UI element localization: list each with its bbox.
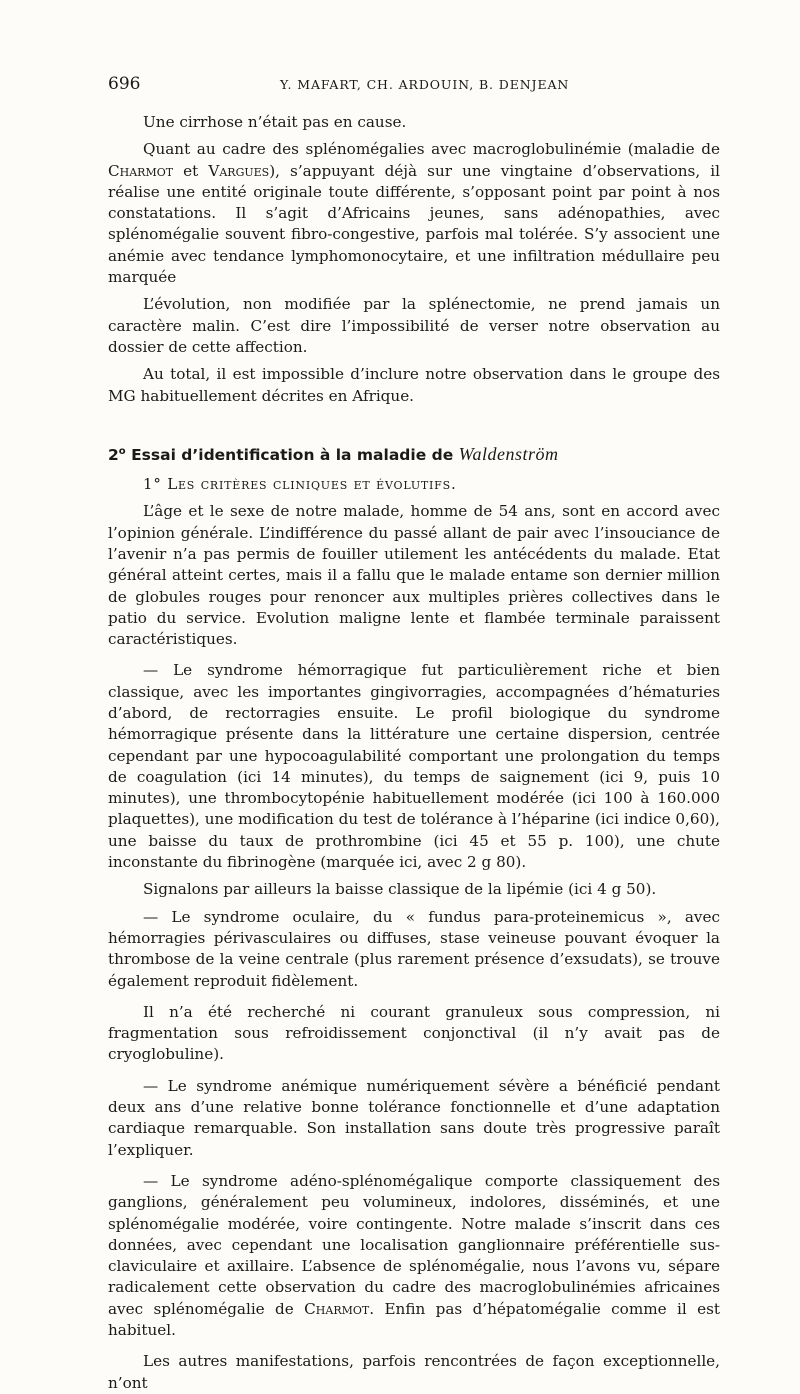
paragraph-11 bbox=[108, 1171, 720, 1341]
page-header bbox=[108, 74, 720, 96]
paragraph-10: — Le syndrome anémique numériquement sévère a bénéficié pendant deux ans d’une relative bonne tolérance fonctionnelle et d’une adaptation cardiaque remarquable. Son installation sans doute très progressive paraît l’expliquer. bbox=[108, 1076, 720, 1159]
subsection-heading bbox=[108, 474, 720, 495]
paragraph-1: Une cirrhose n’était pas en cause. bbox=[143, 113, 407, 131]
paragraph-2-text-b: et bbox=[173, 161, 209, 180]
paragraph-11-text-a: — Le syndrome adéno-splénomégalique comporte classiquement des ganglions, généralement peu volumineux, indolores, disséminés, et une splénomégalie modérée, voire contingente. Notre malade s’inscrit dans ces données, avec cependant une localisation ganglionnaire préférentielle sus-claviculaire et axillaire. L’absence de splénomégalie, nous l’avons vu, sépare radicalement cette observation du cadre des macroglobulinémies africaines avec splénomégalie de bbox=[108, 1171, 720, 1318]
paragraph-3: L’évolution, non modifiée par la splénectomie, ne prend jamais un caractère malin. C’est dire l’impossibilité de verser notre observation au dossier de cette affection. bbox=[108, 295, 720, 356]
running-head: Y. MAFART, CH. ARDOUIN, B. DENJEAN bbox=[280, 77, 570, 92]
paragraph-4: Au total, il est impossible d’inclure notre observation dans le groupe des MG habituellement décrites en Afrique. bbox=[108, 365, 720, 405]
paragraph-11-text-b: . Enfin pas d’hépatomégalie comme il est habituel. bbox=[108, 1299, 720, 1339]
paragraph-7: Signalons par ailleurs la baisse classique de la lipémie (ici 4 g 50). bbox=[143, 880, 657, 899]
author-name-charmot-2: Charmot bbox=[304, 1299, 370, 1318]
subsection-title: Les critères cliniques et évolutifs. bbox=[167, 475, 457, 494]
paragraph-2 bbox=[108, 139, 720, 288]
paragraph-8: — Le syndrome oculaire, du « fundus para-proteinemicus », avec hémorragies périvasculaires ou diffuses, stase veineuse pouvant évoquer la thrombose de la veine centrale (plus rarement présence d’exsudats), se trouve également reproduit fidèlement. bbox=[108, 907, 720, 990]
paragraph-2-text-c: ), s’appuyant déjà sur une vingtaine d’observations, il réalise une entité originale toute différente, s’opposant point par point à nos constatations. Il s’agit d’Africains jeunes, sans adénopathies, avec splénomégalie souvent fibro-congestive, parfois mal tolérée. S’y associent une anémie avec tendance lymphomonocytaire, et une infiltration médullaire peu marquée bbox=[108, 161, 721, 287]
section-heading bbox=[108, 441, 720, 466]
section-number-sup: o bbox=[118, 445, 126, 457]
paragraph-2-text-a: Quant au cadre des splénomégalies avec macroglobulinémie (maladie de bbox=[143, 140, 720, 159]
author-name-vargues: Vargues bbox=[208, 161, 270, 180]
paragraph-6: — Le syndrome hémorragique fut particulièrement riche et bien classique, avec les importantes gingivorragies, accompagnées d’hématuries d’abord, de rectorragies ensuite. Le profil biologique du syndrome hémorragique présente dans la littérature une certaine dispersion, centrée cependant par une hypocoagulabilité comportant une prolongation du temps de coagulation (ici 14 minutes), du temps de saignement (ici 9, puis 10 minutes), une thrombocytopénie habituellement modérée (ici 100 à 160.000 plaquettes), une modification du test de tolérance à l’héparine (ici indice 0,60), une baisse du taux de prothrombine (ici 45 et 55 p. 100), une chute inconstante du fibrinogène (marquée ici, avec 2 g 80). bbox=[108, 661, 720, 872]
section-number: 2 bbox=[108, 446, 119, 465]
paragraph-12: Les autres manifestations, parfois rencontrées de façon exceptionnelle, n’ont bbox=[108, 1352, 720, 1392]
page-number: 696 bbox=[108, 74, 141, 94]
body-text bbox=[108, 112, 720, 1394]
section-title-name: Waldenström bbox=[458, 444, 559, 465]
paragraph-9: Il n’a été recherché ni courant granuleux sous compression, ni fragmentation sous refroidissement conjonctival (il n’y avait pas de cryoglobuline). bbox=[108, 1002, 720, 1064]
author-name-charmot: Charmot bbox=[108, 161, 174, 180]
subsection-number: 1° bbox=[143, 475, 168, 494]
paragraph-5: L’âge et le sexe de notre malade, homme de 54 ans, sont en accord avec l’opinion générale. L’indifférence du passé allant de pair avec l’insouciance de l’avenir n’a pas permis de fouiller utilement les antécédents du malade. Etat général atteint certes, mais il a fallu que le malade entame son dernier million de globules rouges pour renoncer aux multiples prières collectives dans le patio du service. Evolution maligne lente et flambée terminale paraissent caractéristiques. bbox=[108, 502, 720, 649]
section-title: Essai d’identification à la maladie de bbox=[125, 446, 459, 465]
